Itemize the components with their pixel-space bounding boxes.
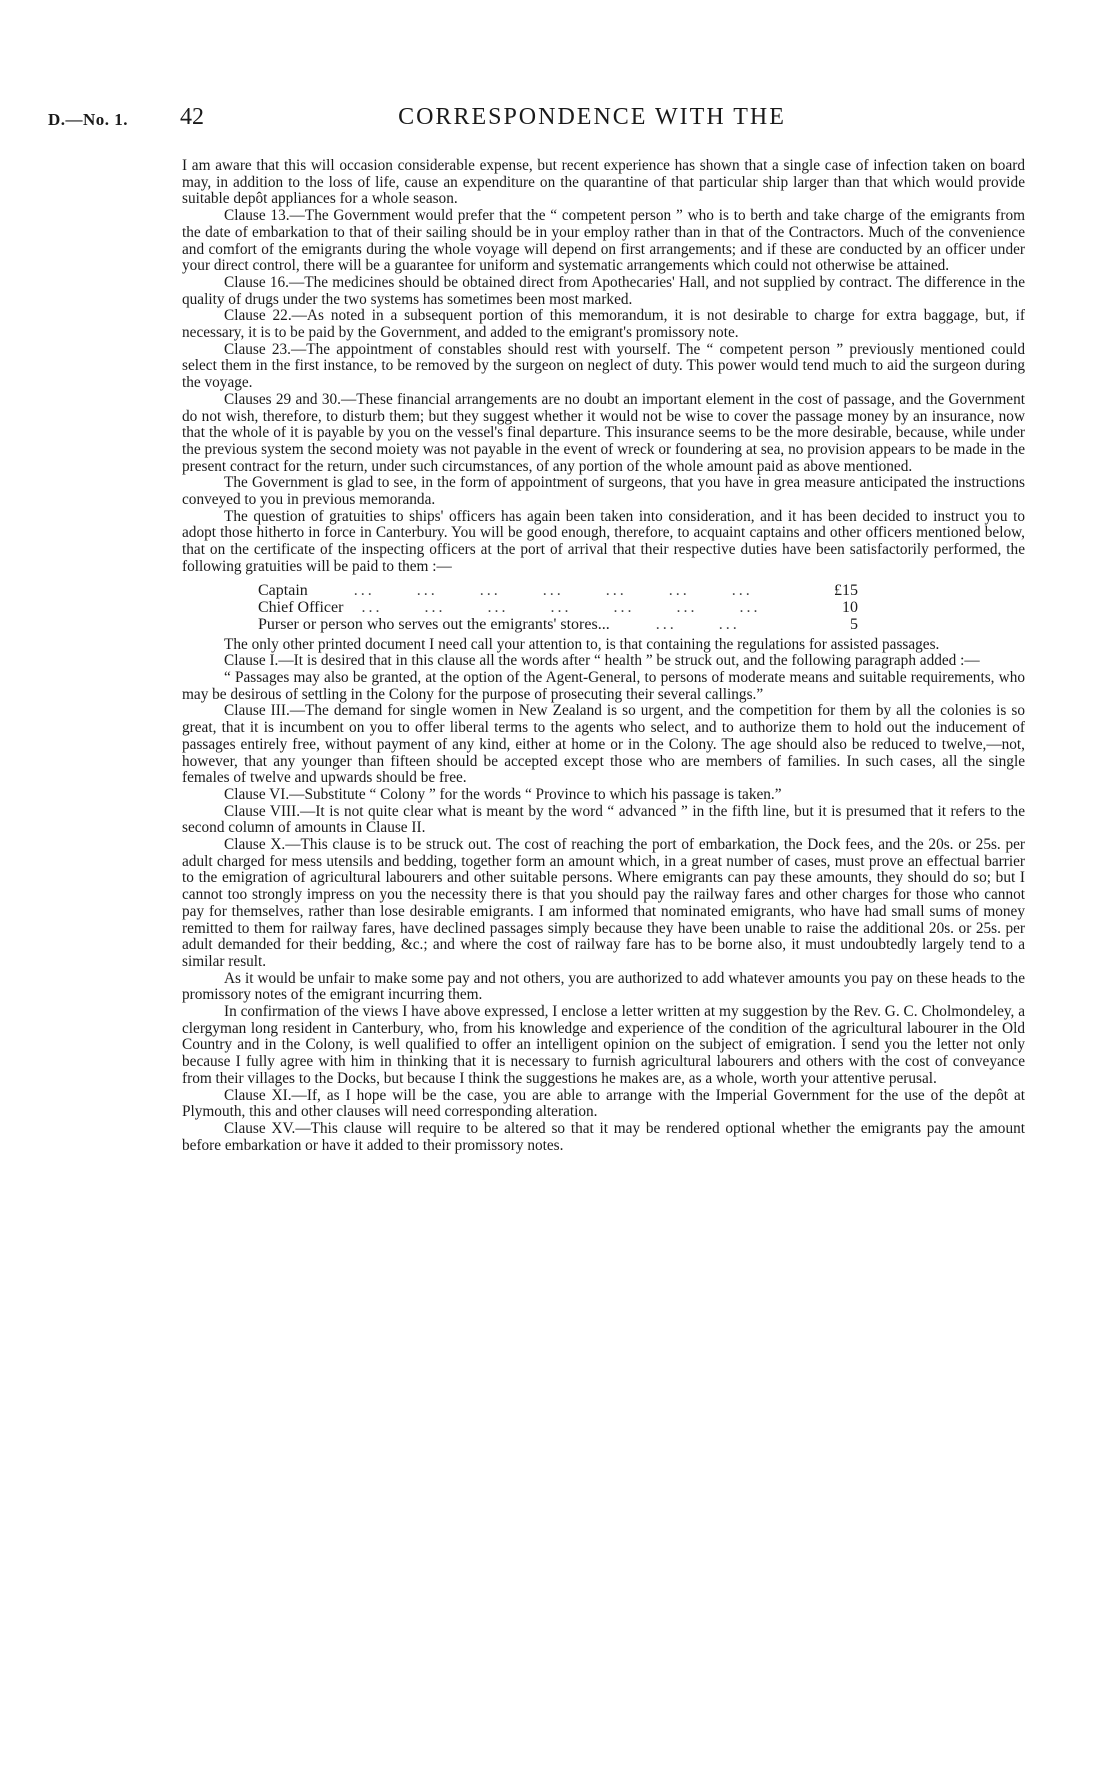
leader-dots: ... ... ... ... ... ... ...: [347, 598, 761, 616]
paragraph: Clause 16.—The medicines should be obtained direct from Apothecaries' Hall, and not supplied by contract. The difference in the quality of drugs under the two systems has sometimes been most marked.: [182, 273, 1025, 308]
gratuity-role: Captain: [258, 581, 308, 599]
paragraph: Clause X.—This clause is to be struck out. The cost of reaching the port of embarkation, the Dock fees, and the 20s. or 25s. per adult charged for mess utensils and bedding, together form an amount which, in a great number of cases, must prove an effectual barrier to the emigration of agricultural labourers and other suitable persons. Where emigrants can pay these amounts, they should do so; but I cannot too strongly impress on you the necessity there is that you should pay the railway fares and other charges for those who cannot pay for themselves, rather than lose desirable emigrants. I am informed that nominated emigrants, who have had small sums of money remitted to them for railway fares, have declined passages simply because they have been unable to raise the additional 20s. or 25s. per adult demanded for their bedding, &c.; and where the cost of railway fare has to be borne also, it must undoubtedly largely tend to a similar result.: [182, 836, 1025, 970]
paragraph: Clause 23.—The appointment of constables should rest with yourself. The “ competent person ” previously mentioned could select them in the first instance, to be removed by the surgeon on neglect of duty. This power would tend much to aid the surgeon during the voyage.: [182, 340, 1025, 392]
gratuity-role: Purser or person who serves out the emigrants' stores...: [258, 615, 610, 633]
paragraph: Clauses 29 and 30.—These financial arrangements are no doubt an important element in the cost of passage, and the Government do not wish, therefore, to disturb them; but they suggest whether it would not be wise to cover the passage money by an insurance, now that the whole of it is payable by you on the vessel's final departure. This insurance seems to be the more desirable, because, while under the previous system the second moiety was not payable in the event of wreck or foundering at sea, no provision appears to be made in the present contract for the return, under such circumstances, of any portion of the whole amount paid as above mentioned.: [182, 390, 1025, 475]
gratuity-role: Chief Officer: [258, 598, 344, 616]
paragraph: Clause XI.—If, as I hope will be the case, you are able to arrange with the Imperial Government for the use of the depôt at Plymouth, this and other clauses will need corresponding alteration.: [182, 1086, 1025, 1121]
quoted-paragraph: “ Passages may also be granted, at the option of the Agent-General, to persons of moderate means and suitable requirements, who may be desirous of settling in the Colony for the purpose of prosecuting their several callings.”: [182, 668, 1025, 703]
paragraph: In confirmation of the views I have above expressed, I enclose a letter written at my suggestion by the Rev. G. C. Cholmondeley, a clergyman long resident in Canterbury, who, from his knowledge and experience of the condition of the agricultural labourer in the Old Country and in the Colony, is well qualified to offer an intelligent opinion on the subject of emigration. I send you the letter not only because I fully agree with him in thinking that it is necessary to furnish agricultural labourers and others with the cost of conveyance from their villages to the Docks, but because I think the suggestions he makes are, as a whole, worth your attentive perusal.: [182, 1003, 1025, 1087]
paragraph: Clause VI.—Substitute “ Colony ” for the words “ Province to which his passage is taken.”: [224, 785, 782, 803]
paragraph: I am aware that this will occasion considerable expense, but recent experience has shown that a single case of infection taken on board may, in addition to the loss of life, cause an expenditure on the quarantine of that particular ship larger than that which would provide suitable depôt appliances for a whole season.: [182, 157, 1025, 208]
document-reference: D.—No. 1.: [48, 110, 129, 129]
paragraph: Clause 22.—As noted in a subsequent portion of this memorandum, it is not desirable to charge for extra baggage, but, if necessary, it is to be paid by the Government, and added to the emigrant's promissory note.: [182, 307, 1025, 342]
leader-dots: ... ... ... ... ... ... ...: [311, 581, 753, 599]
page-number: 42: [180, 104, 204, 130]
paragraph: The Government is glad to see, in the form of appointment of surgeons, that you have in grea measure anticipated the instructions conveyed to you in previous memoranda.: [182, 474, 1025, 509]
paragraph: Clause III.—The demand for single women in New Zealand is so urgent, and the competition for them by all the colonies is so great, that it is incumbent on you to offer liberal terms to the agents who select, and to authorize them to hold out the inducement of passages entirely free, without payment of any kind, either at home or in the Colony. The age should also be reduced to twelve,—not, however, that any younger than fifteen should be accepted except those who are members of families. In such cases, all the single females of twelve and upwards should be free.: [182, 702, 1025, 787]
paragraph: The question of gratuities to ships' officers has again been taken into consideration, and it has been decided to instruct you to adopt those hitherto in force in Canterbury. You will be good enough, therefore, to acquaint captains and other officers mentioned below, that on the certificate of the inspecting officers at the port of arrival that their respective duties have been satisfactorily performed, the following gratuities will be paid to them :—: [182, 507, 1025, 575]
gratuity-amount: £15: [834, 581, 858, 599]
gratuities-table: [258, 582, 858, 633]
paragraph: Clause XV.—This clause will require to be altered so that it may be rendered optional whether the emigrants pay the amount before embarkation or have it added to their promissory notes.: [182, 1119, 1025, 1154]
page-header: [0, 100, 1114, 140]
paragraph: The only other printed document I need call your attention to, is that containing the regulations for assisted passages.: [224, 635, 940, 653]
gratuity-row: [258, 616, 858, 633]
paragraph: As it would be unfair to make some pay and not others, you are authorized to add whatever amounts you pay on these heads to the promissory notes of the emigrant incurring them.: [182, 969, 1025, 1004]
gratuity-row: [258, 582, 858, 599]
document-body: [182, 158, 1025, 1154]
leader-dots: ... ...: [613, 615, 740, 633]
gratuity-amount: 5: [850, 615, 858, 633]
paragraph: Clause I.—It is desired that in this clause all the words after “ health ” be struck out, and the following paragraph added :—: [224, 652, 980, 670]
gratuity-row: [258, 599, 858, 616]
gratuity-amount: 10: [842, 598, 858, 616]
paragraph: Clause VIII.—It is not quite clear what is meant by the word “ advanced ” in the fifth line, but it is presumed that it refers to the second column of amounts in Clause II.: [182, 802, 1025, 837]
running-title: CORRESPONDENCE WITH THE: [398, 104, 786, 130]
paragraph: Clause 13.—The Government would prefer that the “ competent person ” who is to berth and take charge of the emigrants from the date of embarkation to that of their sailing should be in your employ rather than in that of the Contractors. Much of the convenience and comfort of the emigrants during the whole voyage will depend on first arrangements; and if these are conducted by an officer under your direct control, there will be a guarantee for uniform and systematic arrangements which could not otherwise be attained.: [182, 207, 1025, 275]
